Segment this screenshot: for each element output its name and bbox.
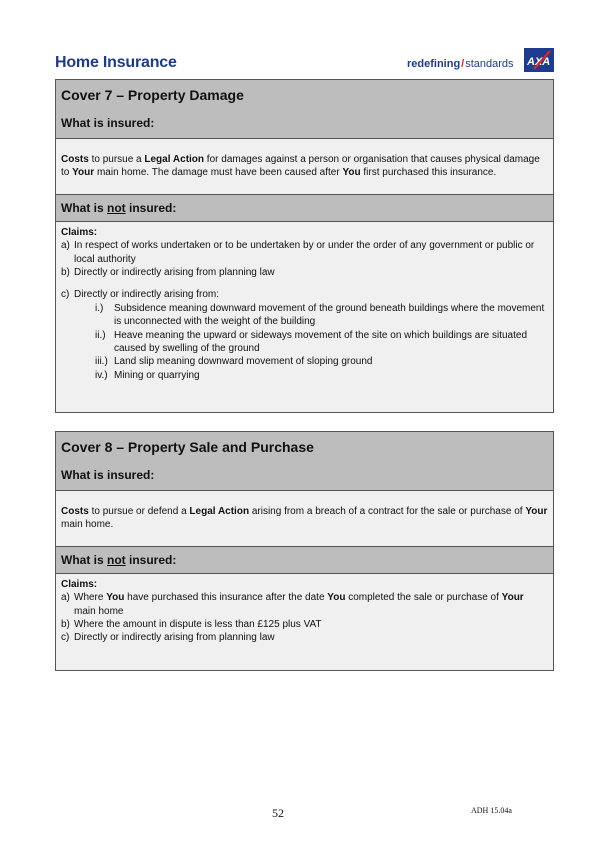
sub-item-text: Mining or quarrying <box>114 369 200 381</box>
cover-7-not-insured-header <box>56 194 553 222</box>
list-item-label: c) <box>61 289 70 301</box>
heading-not: not <box>107 552 126 567</box>
cover-7-header <box>56 80 553 138</box>
claims-label: Claims: <box>61 578 98 590</box>
list-item <box>61 591 548 618</box>
list-item-label: a) <box>61 592 70 604</box>
heading-not: not <box>107 200 126 215</box>
sub-item-label: iii.) <box>95 356 108 368</box>
text-your: Your <box>72 167 95 179</box>
cover-7-exclusions <box>56 222 553 388</box>
list-item-label: b) <box>61 619 70 631</box>
sub-item-text: Heave meaning the upward or sideways movement of the site on which buildings are situated caused by swelling of the ground <box>114 329 528 355</box>
axa-logo-icon <box>524 48 554 72</box>
sub-item-text: Land slip meaning downward movement of sloping ground <box>114 356 373 368</box>
cover-7-insured-text <box>56 138 553 194</box>
text-fragment: to pursue or defend a <box>88 506 190 517</box>
sub-item-label: ii.) <box>95 329 106 341</box>
list-item-text: Where the amount in dispute is less than £125 plus VAT <box>74 619 322 631</box>
sub-list-item <box>61 302 548 329</box>
brand-tagline <box>407 58 514 70</box>
text-fragment: main home. <box>61 519 114 531</box>
document-reference: ADH 15.04a <box>471 806 512 815</box>
heading-fragment: insured: <box>125 200 177 215</box>
list-item-text: Directly or indirectly arising from planning law <box>74 632 275 644</box>
text-legal-action: Legal Action <box>189 506 250 517</box>
list-item <box>61 239 548 266</box>
cover-8-box <box>55 431 554 671</box>
list-item-label: c) <box>61 632 70 644</box>
list-item <box>61 288 548 301</box>
cover-8-insured-text <box>56 490 553 546</box>
list-item-text: Directly or indirectly arising from: <box>74 289 220 301</box>
text-fragment: for damages against a person or organisation that causes physical damage to <box>61 154 540 179</box>
cover-8-not-insured-heading <box>56 547 553 573</box>
cover-8-title: Cover 8 – Property Sale and Purchase <box>61 439 314 455</box>
text-fragment: to pursue a <box>88 154 145 165</box>
sub-item-text: Subsidence meaning downward movement of the ground beneath buildings where the movement is unconnected with the weight of the building <box>114 302 545 328</box>
sub-list-item <box>61 355 548 368</box>
text-legal-action: Legal Action <box>144 154 205 165</box>
text-fragment: arising from a breach of a contract for the sale or purchase of <box>249 506 526 517</box>
cover-7-not-insured-heading <box>56 195 553 221</box>
text-your: Your <box>525 506 548 517</box>
heading-fragment: What is <box>61 552 108 567</box>
document-title: Home Insurance <box>55 54 177 71</box>
sub-item-label: i.) <box>95 302 104 314</box>
sub-list-item <box>61 369 548 382</box>
cover-8-not-insured-header <box>56 546 553 574</box>
tagline-slash: / <box>461 58 465 70</box>
cover-8-header <box>56 432 553 490</box>
list-item-text: Where You have purchased this insurance after the date You completed the sale or purchase of Your main home <box>74 592 524 617</box>
list-item-text: In respect of works undertaken or to be undertaken by or under the order of any government or public or local authority <box>74 240 535 265</box>
page-header <box>55 48 555 74</box>
tagline-bold: redefining <box>407 58 461 70</box>
list-item-label: b) <box>61 267 70 279</box>
cover-8-insured-heading: What is insured: <box>61 468 155 482</box>
heading-fragment: What is <box>61 200 108 215</box>
sub-item-label: iv.) <box>95 369 108 381</box>
tagline-rest: standards <box>465 58 514 70</box>
list-item <box>61 266 548 279</box>
text-fragment: first purchased this insurance. <box>360 167 497 179</box>
list-item-label: a) <box>61 240 70 252</box>
cover-8-exclusions <box>56 574 553 651</box>
claims-label: Claims: <box>61 226 98 238</box>
text-costs: Costs <box>61 506 89 517</box>
svg-text:AXA: AXA <box>527 56 551 68</box>
text-you: You <box>342 167 361 179</box>
heading-fragment: insured: <box>125 552 177 567</box>
list-item-text: Directly or indirectly arising from planning law <box>74 267 275 279</box>
text-fragment: main home. The damage must have been caused after <box>94 167 343 179</box>
cover-7-insured-heading: What is insured: <box>61 116 155 130</box>
list-item <box>61 618 548 631</box>
text-costs: Costs <box>61 154 89 165</box>
sub-list-item <box>61 329 548 356</box>
cover-7-title: Cover 7 – Property Damage <box>61 87 244 103</box>
page-number: 52 <box>272 806 284 820</box>
list-item <box>61 631 548 644</box>
cover-7-box <box>55 79 554 413</box>
